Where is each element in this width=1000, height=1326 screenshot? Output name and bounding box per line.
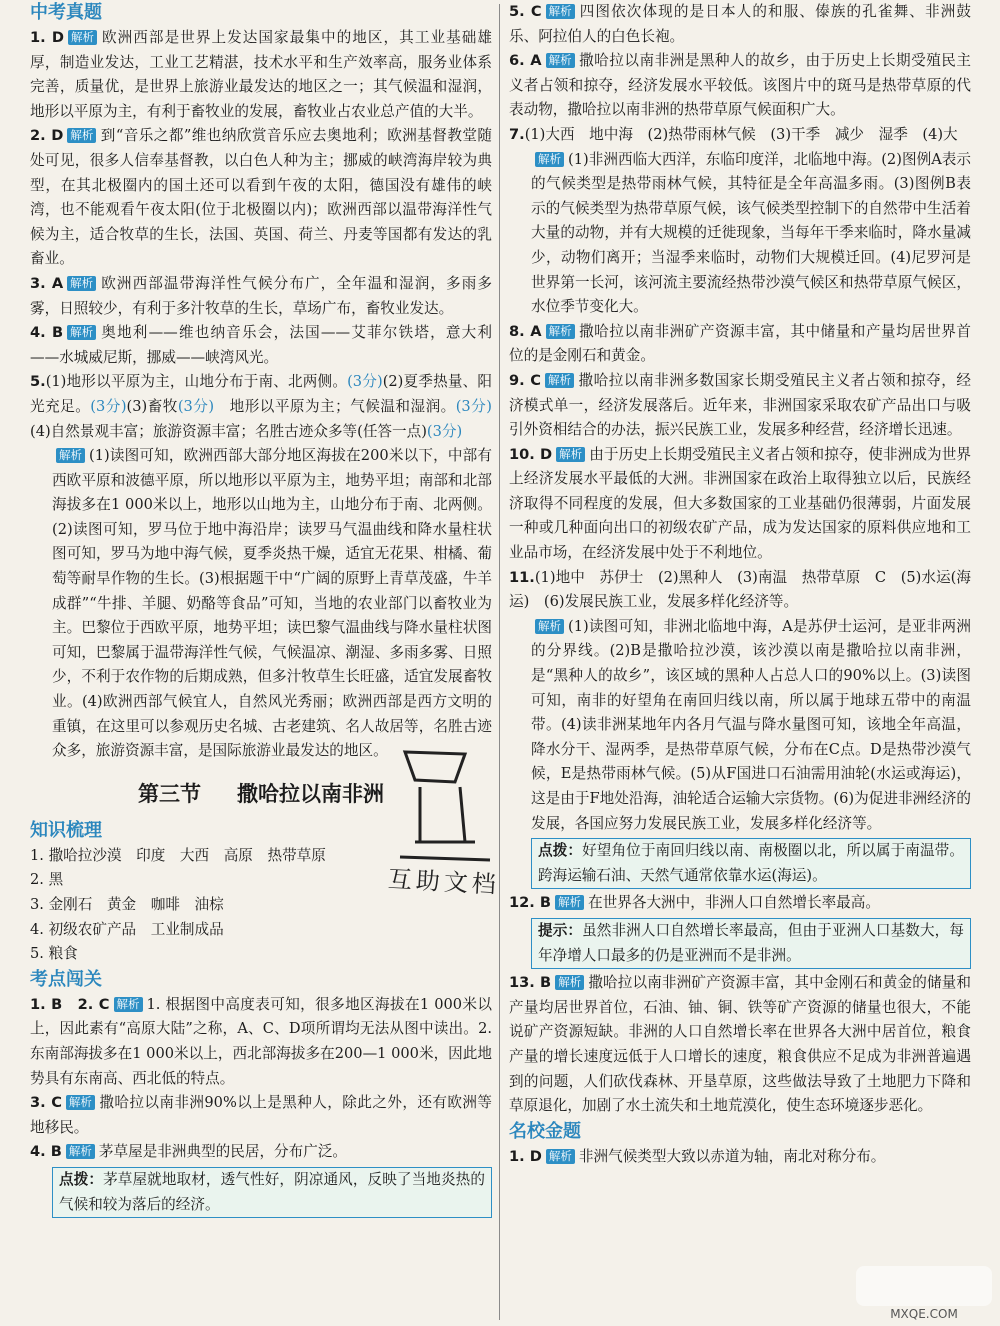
answer-text: 奥地利——维也纳音乐会，法国——艾菲尔铁塔，意大利——水城威尼斯，挪威——峡湾风光。 <box>30 324 492 366</box>
score: (3分) <box>177 397 215 415</box>
answer-number: 4. B <box>30 1143 62 1161</box>
answer-item-c3 <box>30 1091 492 1140</box>
left-column <box>30 0 492 1220</box>
analysis-tag: 解析 <box>555 975 584 990</box>
score: (3分) <box>347 373 383 391</box>
hint-text: 虽然非洲人口自然增长率最高，但由于亚洲人口基数大，每年净增人口最多的仍是亚洲而不是非洲。 <box>538 921 964 964</box>
answer-part: (2)夏季热量、阳光充足。 <box>30 373 492 415</box>
answer-item-r11 <box>509 566 971 615</box>
answer-item-4 <box>30 321 492 370</box>
answer-text: 撒哈拉以南非洲矿产资源丰富，其中金刚石和黄金的储量和产量均居世界首位，石油、铀、铜、铁等矿产资源的储量也很大，不能说矿产资源短缺。非洲的人口自然增长率在世界各大洲中居首位，粮食产量的增长速度远低于人口增长的速度，粮食供应不足成为非洲普遍遇到的问题，人们砍伐森林、开垦草原，这些做法导致了土地肥力下降和草原退化，加剧了水土流失和土地荒漠化，使生态环境逐步恶化。 <box>509 974 971 1115</box>
answer-text: 由于历史上长期受殖民主义者占领和掠夺，使非洲成为世界上经济发展水平最低的大洲。非洲国家在政治上取得独立以后，民族经济取得不同程度的发展，但大多数国家的工业基础仍很薄弱，片面发展一种或几种面向出口的初级农矿产品，成为发达国家的原料供应地和工业品市场，在经济发展中处于不利地位。 <box>509 445 971 562</box>
answer-number: 6. A <box>509 52 542 70</box>
answer-number: 12. B <box>509 894 552 912</box>
section-title-mingxiao: 名校金题 <box>509 1120 581 1142</box>
analysis-block-5 <box>30 444 492 764</box>
tip-text: 好望角位于南回归线以南、南极圈以北，所以属于南温带。跨海运输石油、天然气通常依靠水运(海运)。 <box>538 842 964 884</box>
answer-item-1 <box>30 26 492 124</box>
section-title-kaodian: 考点闯关 <box>30 968 102 990</box>
handwritten-note: 互助文档 <box>387 865 501 899</box>
analysis-tag: 解析 <box>66 1144 95 1159</box>
answer-number: 13. B <box>509 974 552 992</box>
answer-part: (1)地形以平原为主，山地分布于南、北两侧。 <box>45 373 348 391</box>
answer-item-r13 <box>509 971 971 1119</box>
analysis-tag: 解析 <box>546 53 575 68</box>
answer-text: 欧洲西部温带海洋性气候分布广，全年温和湿润，多雨多雾，日照较少，有利于多汁牧草的生长，草场广布，畜牧业发达。 <box>30 274 492 317</box>
right-column <box>509 0 971 1169</box>
analysis-tag: 解析 <box>535 152 564 167</box>
knowledge-item: 2. 黑 <box>30 871 64 889</box>
answer-text: 撒哈拉以南非洲是黑种人的故乡，由于历史上长期受殖民主义者占领和掠夺，经济发展水平较低。该图片中的斑马是热带草原的代表动物，撒哈拉以南非洲的热带草原气候面积广大。 <box>509 52 971 119</box>
answer-item-r7 <box>509 123 971 148</box>
watermark-logo <box>854 1264 994 1324</box>
knowledge-item: 4. 初级农矿产品 工业制成品 <box>30 920 224 938</box>
score: (3分) <box>426 422 463 440</box>
tip-box <box>52 1167 492 1218</box>
answer-text: 1. 根据图中高度表可知，很多地区海拔在1 000米以上，因此素有“高原大陆”之称，A、C、D项所谓均无法从图中读出。2. 东南部海拔多在1 000米以上，西北部海拔多在200—1 000米，因此地势具有东南高、西北低的特点。 <box>30 995 492 1087</box>
analysis-tag: 解析 <box>546 4 575 19</box>
watermark-text: MXQE.COM <box>890 1307 958 1321</box>
answer-item-3 <box>30 272 492 321</box>
analysis-block-r11 <box>509 615 971 836</box>
analysis-tag: 解析 <box>66 1095 95 1110</box>
analysis-tag: 解析 <box>535 619 564 634</box>
section-title-zhishi: 知识梳理 <box>30 819 102 841</box>
score: (3分) <box>90 397 127 415</box>
section-title-zhongkao: 中考真题 <box>30 2 102 23</box>
answer-number: 9. C <box>509 371 542 389</box>
answer-item-r6 <box>509 49 971 123</box>
answer-number: 5. C <box>509 3 542 20</box>
answer-number: 11. <box>509 568 535 586</box>
answer-item-r10 <box>509 443 971 566</box>
answer-item-m1 <box>509 1145 971 1170</box>
answer-text: 非洲气候类型大致以赤道为轴，南北对称分布。 <box>578 1147 886 1165</box>
column-divider <box>499 4 500 1320</box>
analysis-tag: 解析 <box>114 997 143 1012</box>
answer-text: (1)地中 苏伊士 (2)黑种人 (3)南温 热带草原 C (5)水运(海运) (6)发展民族工业，发展多样化经济等。 <box>509 568 971 611</box>
tip-text: 茅草屋就地取材，透气性好，阴凉通风，反映了当地炎热的气候和较为落后的经济。 <box>59 1170 485 1213</box>
answer-text: 撒哈拉以南非洲多数国家长期受殖民主义者占领和掠夺，经济模式单一，经济发展落后。近年来，非洲国家采取农矿产品出口与吸引外资相结合的办法，振兴民族工业，发展多种经营，经济增长迅速。 <box>509 371 971 439</box>
knowledge-item: 5. 粮食 <box>30 945 78 963</box>
analysis-tag: 解析 <box>555 895 584 910</box>
answer-number: 1. D <box>509 1147 542 1165</box>
analysis-tag: 解析 <box>545 373 574 388</box>
answer-number: 8. A <box>509 322 542 340</box>
answer-number: 1. D <box>30 29 64 46</box>
answer-number: 5. <box>30 373 46 391</box>
answer-item-c4 <box>30 1140 492 1165</box>
answer-number: 10. D <box>509 445 553 463</box>
tip-label: 点拨： <box>59 1170 104 1188</box>
answer-number: 3. A <box>30 274 64 292</box>
analysis-tag: 解析 <box>67 128 96 143</box>
knowledge-item: 3. 金刚石 黄金 咖啡 油棕 <box>30 896 224 913</box>
answer-item-r5 <box>509 0 971 49</box>
answer-part: (4)自然景观丰富；旅游资源丰富；名胜古迹众多等(任答一点) <box>30 422 427 440</box>
answer-item-2 <box>30 124 492 272</box>
answer-number: 1. B 2. C <box>30 995 110 1013</box>
answer-text: 撒哈拉以南非洲矿产资源丰富，其中储量和产量均居世界首位的是金刚石和黄金。 <box>509 322 971 365</box>
answer-item-r9 <box>509 369 971 443</box>
answer-part: (3)畜牧 <box>126 397 178 415</box>
answer-number: 7. <box>509 125 525 143</box>
answer-part: 地形以平原为主；气候温和湿润。 <box>229 397 456 415</box>
answer-number: 2. D <box>30 127 64 145</box>
tip-label: 点拨： <box>538 842 583 860</box>
chapter-title: 撒哈拉以南非洲 <box>237 781 384 806</box>
analysis-tag: 解析 <box>556 447 585 462</box>
handwritten-sketch <box>395 742 495 862</box>
analysis-text: (1)非洲西临大西洋，东临印度洋，北临地中海。(2)图例A表示的气候类型是热带雨林气候，其特征是全年高温多雨。(3)图例B表示的气候类型为热带草原气候，该气候类型控制下的自然带中生活着大量的动物，并有大规模的迁徙现象，当每年干季来临时，降水量减少，动物们离开；当湿季来临时，动物们大规模迁回。(4)尼罗河是世界第一长河，该河流主要流经热带沙漠气候区和热带草原气候区，水位季节变化大。 <box>531 150 971 316</box>
answer-item-r8 <box>509 320 971 369</box>
answer-text: 在世界各大洲中，非洲人口自然增长率最高。 <box>588 894 880 912</box>
analysis-tag: 解析 <box>56 448 85 463</box>
tip-box <box>531 838 971 889</box>
analysis-text: (1)读图可知，非洲北临地中海，A是苏伊士运河，是亚非两洲的分界线。(2)B是撒哈拉沙漠，该沙漠以南是撒哈拉以南非洲，是“黑种人的故乡”，该区域的黑种人占总人口的90%以上。(3)读图可知，南非的好望角在南回归线以南，所以属于地球五带中的南温带。(4)读非洲某地年内各月气温与降水量图可知，该地全年高温，降水分干、湿两季，是热带草原气候，分布在C点。D是热带沙漠气候，E是热带雨林气候。(5)从F国进口石油需用油轮(水运或海运)，这是由于F地处沿海，油轮适合运输大宗货物。(6)为促进非洲经济的发展，各国应努力发展民族工业，发展多样化经济等。 <box>531 617 971 832</box>
answer-text: 到“音乐之都”维也纳欣赏音乐应去奥地利；欧洲基督教堂随处可见，很多人信奉基督教，以白色人种为主；挪威的峡湾海岸较为典型，在其北极圈内的国土还可以看到午夜的太阳，德国没有雄伟的峡湾，也不能观看午夜太阳(位于北极圈以内)；欧洲西部以温带海洋性气候为主，适合牧草的生长，法国、英国、荷兰、丹麦等国都有发达的乳畜业。 <box>30 127 492 268</box>
chapter-number: 第三节 <box>138 781 201 806</box>
answer-item-c1 <box>30 993 492 1091</box>
analysis-tag: 解析 <box>67 325 96 340</box>
knowledge-item: 1. 撒哈拉沙漠 印度 大西 高原 热带草原 <box>30 846 326 864</box>
answer-text: 撒哈拉以南非洲90%以上是黑种人，除此之外，还有欧洲等地移民。 <box>30 1094 492 1136</box>
analysis-tag: 解析 <box>67 276 96 291</box>
analysis-text: (1)读图可知，欧洲西部大部分地区海拔在200米以下，中部有西欧平原和波德平原，所以地形以平原为主，地势平坦；南部和北部海拔多在1 000米以上，地形以山地为主，山地分布于南、北两侧。(2)读图可知，罗马位于地中海沿岸；读罗马气温曲线和降水量柱状图可知，罗马为地中海气候，夏季炎热干燥，适宜无花果、柑橘、葡萄等耐旱作物的生长。(3)根据题干中“广阔的原野上青草茂盛，牛羊成群”“牛排、羊腿、奶酪等食品”可知，当地的农业部门以畜牧业为主。巴黎位于西欧平原，地势平坦；读巴黎气温曲线与降水量柱状图可知，巴黎属于温带海洋性气候，气候温凉、潮湿、多雨多雾、日照少，不利于农作物的后期成熟，但多汁牧草生长旺盛，适宜发展畜牧业。(4)欧洲西部气候宜人，自然风光秀丽；欧洲西部是西方文明的重镇，在这里可以参观历史名城、古老建筑、名人故居等，名胜古迹众多，旅游资源丰富，是国际旅游业最发达的地区。 <box>52 447 492 760</box>
answer-text: 茅草屋是非洲典型的民居，分布广泛。 <box>98 1143 348 1161</box>
analysis-tag: 解析 <box>546 1149 575 1164</box>
answer-text: 欧洲西部是世界上发达国家最集中的地区，其工业基础雄厚，制造业发达，工业工艺精湛，技术水平和生产效率高，服务业体系完善，质量优，是世界上旅游业最发达的地区之一；其气候温和湿润，地形以平原为主，有利于畜牧业的发展，畜牧业占农业总产值的大半。 <box>30 29 492 120</box>
analysis-tag: 解析 <box>546 324 575 339</box>
hint-label: 提示： <box>538 921 583 939</box>
answer-item-r12 <box>509 891 971 916</box>
answer-number: 3. C <box>30 1094 62 1112</box>
answer-item-5 <box>30 370 492 444</box>
analysis-tag: 解析 <box>68 30 97 45</box>
score: (3分) <box>455 397 492 415</box>
answer-number: 4. B <box>30 324 64 342</box>
answer-text: 四图依次体现的是日本人的和服、傣族的孔雀舞、非洲鼓乐、阿拉伯人的白色长袍。 <box>509 3 971 45</box>
answer-text: (1)大西 地中海 (2)热带雨林气候 (3)干季 减少 湿季 (4)大 <box>524 125 958 143</box>
hint-box <box>531 918 971 969</box>
analysis-block-r7 <box>509 148 971 320</box>
